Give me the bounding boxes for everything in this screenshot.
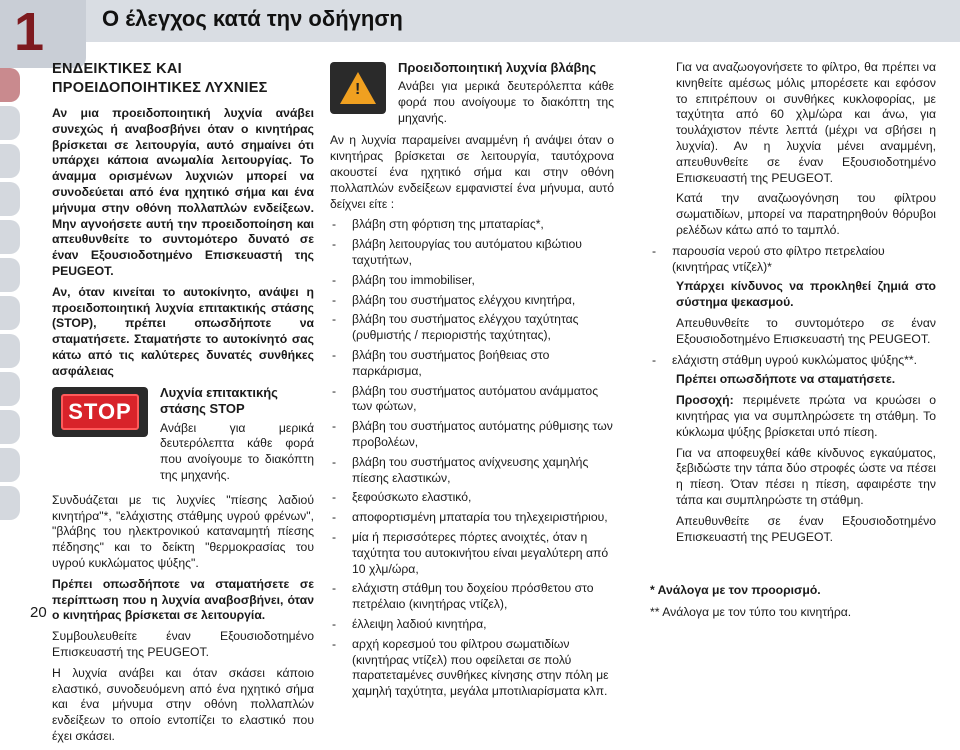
list-item: - βλάβη στη φόρτιση της μπαταρίας*, [330, 217, 614, 233]
fault-lamp-paragraph: Αν η λυχνία παραμείνει αναμμένη ή ανάψει όταν ο κινητήρας βρίσκεται σε λειτουργία, ταυτόχρονα ακουστεί ένα ηχητικό σήμα και στην οθόνη πολλαπλών ενδείξεων εμφανιστεί ένα μήνυμα, αυτό δείχνει είτε : [330, 133, 614, 211]
list-item: - βλάβη του συστήματος ελέγχου κινητήρα, [330, 293, 614, 309]
regeneration-paragraph: Κατά την αναζωογόνηση του φίλτρου σωματιδίων, μπορεί να παρατηρηθούν θόρυβοι ρελέδων κάτω από το ταμπλό. [676, 191, 936, 237]
coolant-stop-text: Πρέπει οπωσδήποτε να σταματήσετε. [676, 372, 896, 387]
list-item: - μία ή περισσότερες πόρτες ανοιχτές, όταν η ταχύτητα του αυτοκινήτου είναι μεγαλύτερη από 10 χλμ/ώρα, [330, 530, 614, 577]
side-tab-active [0, 68, 20, 102]
list-item: - βλάβη του συστήματος αυτόματου ανάμματος των φώτων, [330, 384, 614, 416]
column-middle [330, 60, 614, 704]
list-item: - βλάβη του συστήματος βοήθειας στο παρκάρισμα, [330, 348, 614, 380]
stop-paragraph: Συμβουλευθείτε έναν Εξουσιοδοτημένο Επισκευαστή της PEUGEOT. [52, 629, 314, 659]
caution-text: περιμένετε πρώτα να κρυώσει ο κινητήρας για να συμπληρώσετε τη στάθμη. Το κύκλωμα ψύξης βρίσκεται υπό πίεση. [676, 393, 936, 439]
side-tab [0, 182, 20, 216]
stop-lamp-block [52, 385, 314, 489]
regeneration-paragraph: Για να αναζωογονήσετε το φίλτρο, θα πρέπει να κινηθείτε αμέσως μόλις μπορέσετε και εφόσον το επιτρέπουν οι συνθήκες κυκλοφορίας, με ταχύτητα από 60 χλμ/ώρα και άνω, για τουλάχιστον πέντε λεπτά (μέχρι να σβήσει η λυχνία). Αν η λυχνία μένει αναμμένη, απευθυνθείτε σε έναν Εξουσιοδοτημένο Επισκευαστή της PEUGEOT. [676, 60, 936, 185]
stop-paragraph: Η λυχνία ανάβει και όταν σκάσει κάποιο ελαστικό, συνοδευόμενη από ένα ηχητικό σήμα και ένα μήνυμα στην οθόνη πολλαπλών ενδείξεων το οποίο εντοπίζει το ελαστικό που έχει σκάσει. [52, 665, 314, 743]
side-tab [0, 144, 20, 178]
warning-triangle-icon: ! [330, 62, 386, 114]
list-item: - βλάβη λειτουργίας του αυτόματου κιβώτιου ταχυτήτων, [330, 237, 614, 269]
column-left [52, 60, 314, 750]
list-item: - ξεφούσκωτο ελαστικό, [330, 490, 614, 506]
footnote: ** Ανάλογα με τον τύπο του κινητήρα. [650, 605, 852, 620]
stop-warning-icon [52, 387, 148, 437]
side-tab [0, 106, 20, 140]
intro-paragraph: Αν μια προειδοποιητική λυχνία ανάβει συνεχώς ή αναβοσβήνει όταν ο κινητήρας βρίσκεται σε λειτουργία, αυτό σημαίνει ότι υπάρχει κάποια ανωμαλία λειτουργίας. Το άναμμα ορισμένων λυχνιών μπορεί να συνοδεύεται από ένα ηχητικό σήμα και ένα μήνυμα στην οθόνη πολλαπλών ενδείξεων. Μην αγνοήσετε αυτή την προειδοποίηση και απευθυνθείτε το συντομότερο δυνατό σε έναν Εξουσιοδοτημένο Επισκευαστή της PEUGEOT. [52, 106, 314, 278]
list-item: - βλάβη του συστήματος ελέγχου ταχύτητας (ρυθμιστής / περιοριστής ταχύτητας), [330, 312, 614, 344]
list-item: - παρουσία νερού στο φίλτρο πετρελαίου (κινητήρας ντίζελ)* [650, 244, 936, 276]
page-number: 20 [30, 604, 47, 621]
column-right [650, 60, 936, 627]
list-item: - βλάβη του συστήματος ανίχνευσης χαμηλής πίεσης ελαστικών, [330, 455, 614, 487]
stop-lamp-desc: Ανάβει για μερικά δευτερόλεπτα κάθε φορά που ανοίγουμε το διακόπτη της μηχανής. [160, 420, 314, 482]
chapter-number: 1 [14, 2, 45, 62]
chapter-side-tabs [0, 68, 20, 538]
caution-paragraph [676, 393, 936, 440]
list-item: - βλάβη του immobiliser, [330, 273, 614, 289]
stop-paragraph: Συνδυάζεται με τις λυχνίες "πίεσης λαδιού κινητήρα"*, "ελάχιστης στάθμης υγρού φρένων", "βλάβης του ηλεκτρονικού καταναμητή πίεσης πέδησης" και το δείκτη "θερμοκρασίας του υγρού κυκλώματος ψύξης". [52, 492, 314, 570]
side-tab [0, 258, 20, 292]
side-tab [0, 220, 20, 254]
fault-list-continued [650, 353, 936, 369]
list-item: - έλλειψη λαδιού κινητήρα, [330, 617, 614, 633]
side-tab [0, 334, 20, 368]
fault-list [330, 217, 614, 700]
list-item: - βλάβη του συστήματος αυτόματης ρύθμισης των προβολέων, [330, 419, 614, 451]
side-tab [0, 372, 20, 406]
side-tab [0, 448, 20, 482]
list-item: - αρχή κορεσμού του φίλτρου σωματιδίων (κινητήρας ντίζελ) που οφείλεται σε πολύ παρατεταμένες συνθήκες κίνησης στην πόλη με χαμηλή ταχύτητα, μεγάλα μποτιλιαρίσματα κλπ. [330, 637, 614, 700]
stop-lamp-title: Λυχνία επιτακτικής στάσης STOP [160, 384, 278, 416]
coolant-paragraph: Απευθυνθείτε σε έναν Εξουσιοδοτημένο Επισκευαστή της PEUGEOT. [676, 513, 936, 544]
section-title: ΕΝΔΕΙΚΤΙΚΕΣ ΚΑΙ ΠΡΟΕΙΔΟΠΟΙΗΤΙΚΕΣ ΛΥΧΝΙΕΣ [52, 61, 268, 96]
water-warning-text: Υπάρχει κίνδυνος να προκληθεί ζημιά στο σύστημα ψεκασμού. [676, 279, 936, 310]
fault-lamp-block [330, 60, 614, 131]
fault-lamp-title: Προειδοποιητική λυχνία βλάβης [398, 60, 597, 75]
stop-lamp-label: STOP [61, 394, 139, 430]
side-tab [0, 486, 20, 520]
side-tab [0, 296, 20, 330]
intro-stop-paragraph: Αν, όταν κινείται το αυτοκίνητο, ανάψει η προειδοποιητική λυχνία επιτακτικής στάσης (STOP), πρέπει οπωσδήποτε να σταματήσετε. Σταματήστε το αυτοκίνητό σας κάτω από τις καλύτερες δυνατές συνθήκες ασφάλειας [52, 284, 314, 378]
list-item: - ελάχιστη στάθμη υγρού κυκλώματος ψύξης**. [650, 353, 936, 369]
list-item: - αποφορτισμένη μπαταρία του τηλεχειριστήριου, [330, 510, 614, 526]
side-tab [0, 410, 20, 444]
footnote: * Ανάλογα με τον προορισμό. [650, 583, 821, 598]
list-item: - ελάχιστη στάθμη του δοχείου πρόσθετου στο πετρέλαιο (κινητήρας ντίζελ), [330, 581, 614, 613]
caution-label: Προσοχή: [676, 393, 734, 408]
fault-lamp-desc: Ανάβει για μερικά δευτερόλεπτα κάθε φορά που ανοίγουμε το διακόπτη της μηχανής. [398, 79, 614, 125]
water-paragraph: Απευθυνθείτε το συντομότερο σε έναν Εξουσιοδοτημένο Επισκευαστή της PEUGEOT. [676, 315, 936, 346]
coolant-paragraph: Για να αποφευχθεί κάθε κίνδυνος εγκαύματος, ξεβιδώστε την τάπα δύο στροφές ώστε να πέσει η πίεση. Όταν πέσει η πίεση, αφαιρέστε την τάπα και συμπληρώστε τη στάθμη. [676, 445, 936, 507]
chapter-tab [0, 0, 86, 68]
stop-warning-text: Πρέπει οπωσδήποτε να σταματήσετε σε περίπτωση που η λυχνία αναβοσβήνει, όταν ο κινητήρας βρίσκεται σε λειτουργία. [52, 576, 314, 623]
page-title: Ο έλεγχος κατά την οδήγηση [102, 6, 403, 31]
fault-list-continued [650, 244, 936, 276]
